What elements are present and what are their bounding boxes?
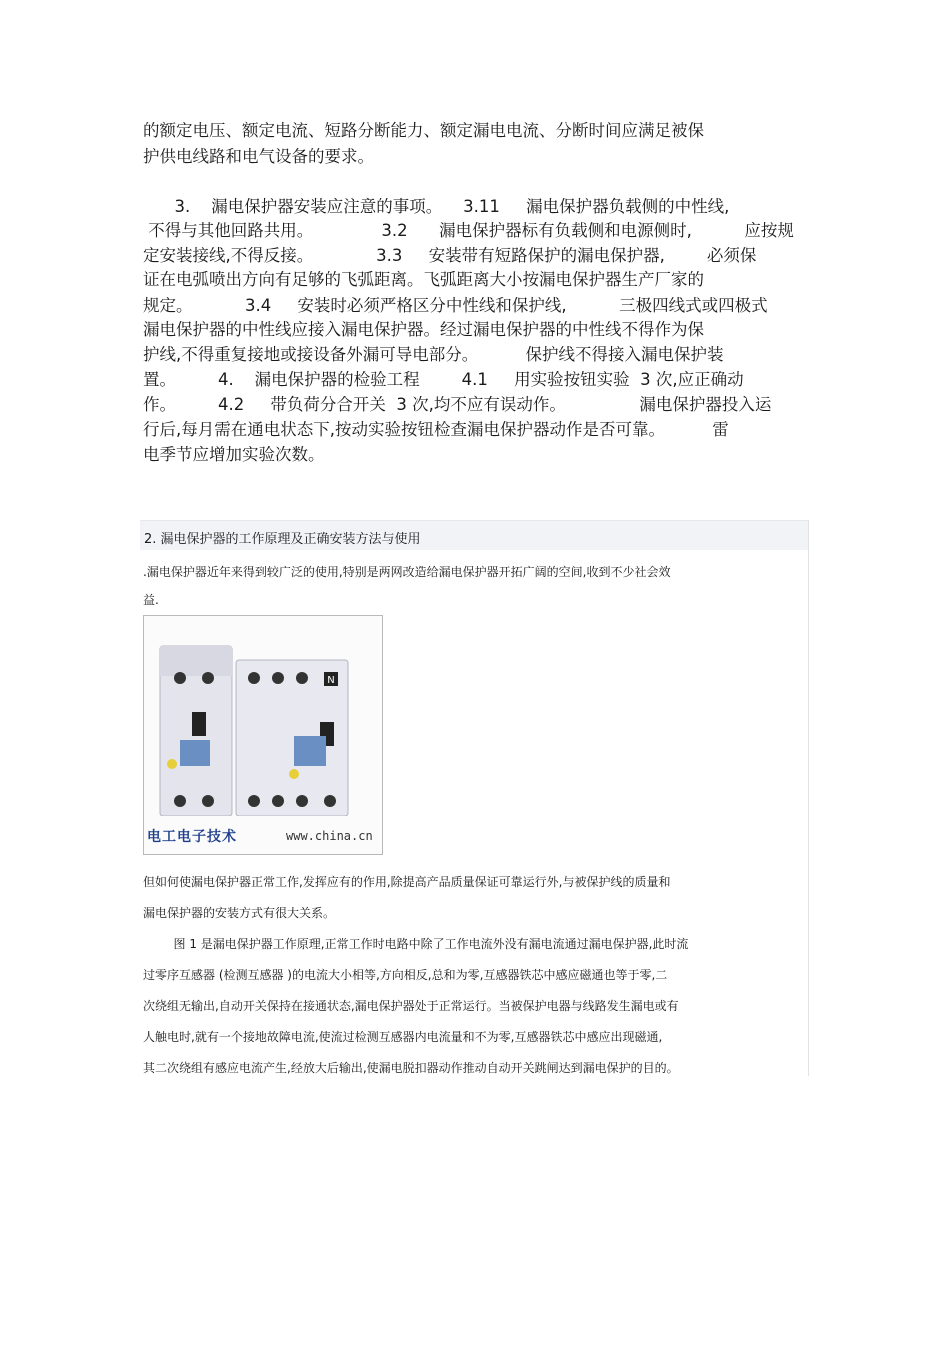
breaker-illustration [144,616,382,816]
body-line: 作。 4.2 带负荷分合开关 3 次,均不应有误动作。 漏电保护器投入运 [143,395,772,414]
body-line: 不得与其他回路共用。 3.2 漏电保护器标有负载侧和电源侧时, 应按规 [143,221,794,240]
breaker-photo [143,615,383,855]
body-paragraph-line: 但如何使漏电保护器正常工作,发挥应有的作用,除提高产品质量保证可靠运行外,与被保护线的质量和 [143,875,671,889]
intro-line: 益. [143,593,159,607]
body-line: 护供电线路和电气设备的要求。 [143,147,374,166]
body-paragraph-line: 过零序互感器 (检测互感器 )的电流大小相等,方向相反,总和为零,互感器铁芯中感应磁通也等于零,二 [143,968,668,982]
photo-caption: 电工电子技术 [147,829,237,845]
body-paragraph-line: 图 1 是漏电保护器工作原理,正常工作时电路中除了工作电流外没有漏电流通过漏电保护器,此时流 [143,937,689,951]
body-line: 规定。 3.4 安装时必须严格区分中性线和保护线, 三极四线式或四极式 [143,296,768,315]
article-section [140,520,809,1076]
body-line: 3. 漏电保护器安装应注意的事项。 3.11 漏电保护器负载侧的中性线, [143,197,730,216]
photo-watermark-url: www.china.cn [286,829,373,843]
section-heading: 2. 漏电保护器的工作原理及正确安装方法与使用 [144,532,421,547]
body-paragraph-line: 漏电保护器的安装方式有很大关系。 [143,906,336,920]
body-line: 的额定电压、额定电流、短路分断能力、额定漏电电流、分断时间应满足被保 [143,121,704,140]
body-line: 电季节应增加实验次数。 [143,445,325,464]
body-line: 证在电弧喷出方向有足够的飞弧距离。飞弧距离大小按漏电保护器生产厂家的 [143,270,704,289]
body-line: 行后,每月需在通电状态下,按动实验按钮检查漏电保护器动作是否可靠。 雷 [143,420,729,439]
body-paragraph-line: 次绕组无输出,自动开关保持在接通状态,漏电保护器处于正常运行。当被保护电器与线路发生漏电或有 [143,999,679,1013]
intro-line: .漏电保护器近年来得到较广泛的使用,特别是两网改造给漏电保护器开拓广阔的空间,收到不少社会效 [143,565,671,579]
body-line: 置。 4. 漏电保护器的检验工程 4.1 用实验按钮实验 3 次,应正确动 [143,370,744,389]
body-line: 护线,不得重复接地或接设备外漏可导电部分。 保护线不得接入漏电保护装 [143,345,724,364]
body-paragraph-line: 其二次绕组有感应电流产生,经放大后输出,使漏电脱扣器动作推动自动开关跳闸达到漏电保护的目的。 [143,1061,679,1075]
body-paragraph-line: 人触电时,就有一个接地故障电流,使流过检测互感器内电流量和不为零,互感器铁芯中感应出现磁通, [143,1030,663,1044]
body-line: 漏电保护器的中性线应接入漏电保护器。经过漏电保护器的中性线不得作为保 [143,320,704,339]
body-line: 定安装接线,不得反接。 3.3 安装带有短路保护的漏电保护器, 必须保 [143,246,757,265]
neutral-label: N [327,675,335,686]
section-heading-bar [140,520,808,550]
